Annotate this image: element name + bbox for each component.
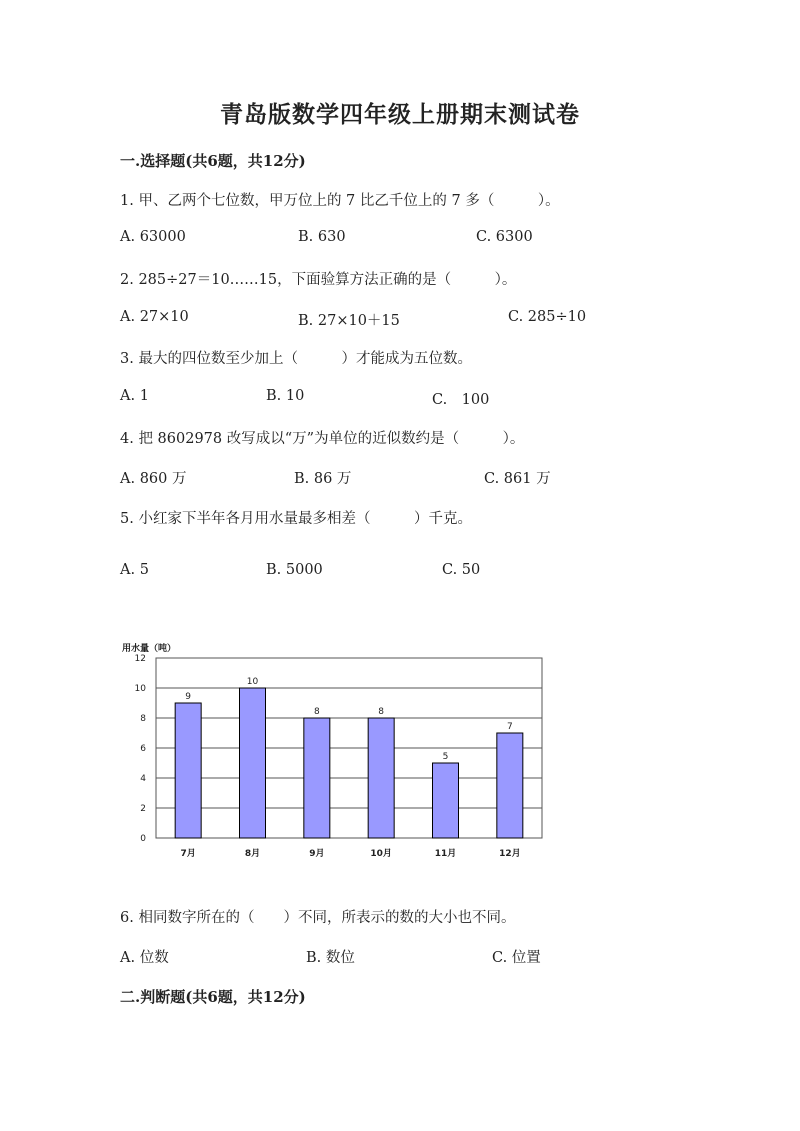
y-tick-label: 4 <box>140 774 146 784</box>
y-tick-label: 12 <box>134 654 146 664</box>
y-tick-label: 8 <box>140 714 146 724</box>
q3-option-a: A. 1 <box>120 388 149 404</box>
q6-option-c: C. 位置 <box>492 950 541 966</box>
bar-value-label: 7 <box>506 722 513 732</box>
y-axis-label: 用水量（吨） <box>122 644 177 654</box>
x-tick-label: 7月 <box>180 849 196 859</box>
x-tick-label: 9月 <box>309 849 325 859</box>
bar <box>240 688 266 838</box>
water-usage-bar-chart <box>118 640 558 865</box>
x-tick-label: 11月 <box>434 849 457 859</box>
x-tick-label: 8月 <box>244 849 261 859</box>
q2-option-a: A. 27×10 <box>120 309 189 325</box>
question-3: 3. 最大的四位数至少加上（ ）才能成为五位数。 <box>120 351 472 367</box>
x-tick-label: 10月 <box>370 849 392 859</box>
q1-option-c: C. 6300 <box>476 229 533 245</box>
q3-option-c: C. 100 <box>432 392 490 408</box>
q2-option-b: B. 27×10＋15 <box>298 313 400 329</box>
question-5: 5. 小红家下半年各月用水量最多相差（ ）千克。 <box>120 511 472 527</box>
bar <box>175 703 201 838</box>
bar-value-label: 10 <box>246 677 259 687</box>
section-heading-judgment: 二.判断题(共6题，共12分) <box>120 988 306 1006</box>
q4-option-a: A. 860 万 <box>120 471 187 487</box>
question-6: 6. 相同数字所在的（ ）不同，所表示的数的大小也不同。 <box>120 910 516 926</box>
q3-option-b: B. 10 <box>266 388 305 404</box>
page-title: 青岛版数学四年级上册期末测试卷 <box>220 101 580 128</box>
y-tick-label: 10 <box>134 684 146 694</box>
bar-value-label: 8 <box>313 707 320 717</box>
y-tick-label: 0 <box>140 834 146 844</box>
q6-option-a: A. 位数 <box>120 950 169 966</box>
q4-option-c: C. 861 万 <box>484 471 551 487</box>
bar <box>304 718 330 838</box>
bar <box>497 733 523 838</box>
bar <box>368 718 394 838</box>
question-1: 1. 甲、乙两个七位数，甲万位上的 7 比乙千位上的 7 多（ ）。 <box>120 193 560 209</box>
bar <box>433 763 459 838</box>
bar-value-label: 9 <box>185 692 192 702</box>
q5-option-b: B. 5000 <box>266 562 323 578</box>
q1-option-b: B. 630 <box>298 229 346 245</box>
q4-option-b: B. 86 万 <box>294 471 352 487</box>
bar-value-label: 8 <box>378 707 385 717</box>
section-heading-choice: 一.选择题(共6题，共12分) <box>120 152 306 170</box>
y-tick-label: 6 <box>140 744 146 754</box>
question-2: 2. 285÷27＝10……15，下面验算方法正确的是（ ）。 <box>120 272 517 288</box>
x-tick-label: 12月 <box>499 849 521 859</box>
q5-option-c: C. 50 <box>442 562 481 578</box>
bar-value-label: 5 <box>442 752 449 762</box>
q1-option-a: A. 63000 <box>120 229 186 245</box>
q6-option-b: B. 数位 <box>306 950 355 966</box>
y-tick-label: 2 <box>140 804 146 814</box>
question-4: 4. 把 8602978 改写成以“万”为单位的近似数约是（ ）。 <box>120 431 525 447</box>
q5-option-a: A. 5 <box>120 562 149 578</box>
q2-option-c: C. 285÷10 <box>508 309 587 325</box>
